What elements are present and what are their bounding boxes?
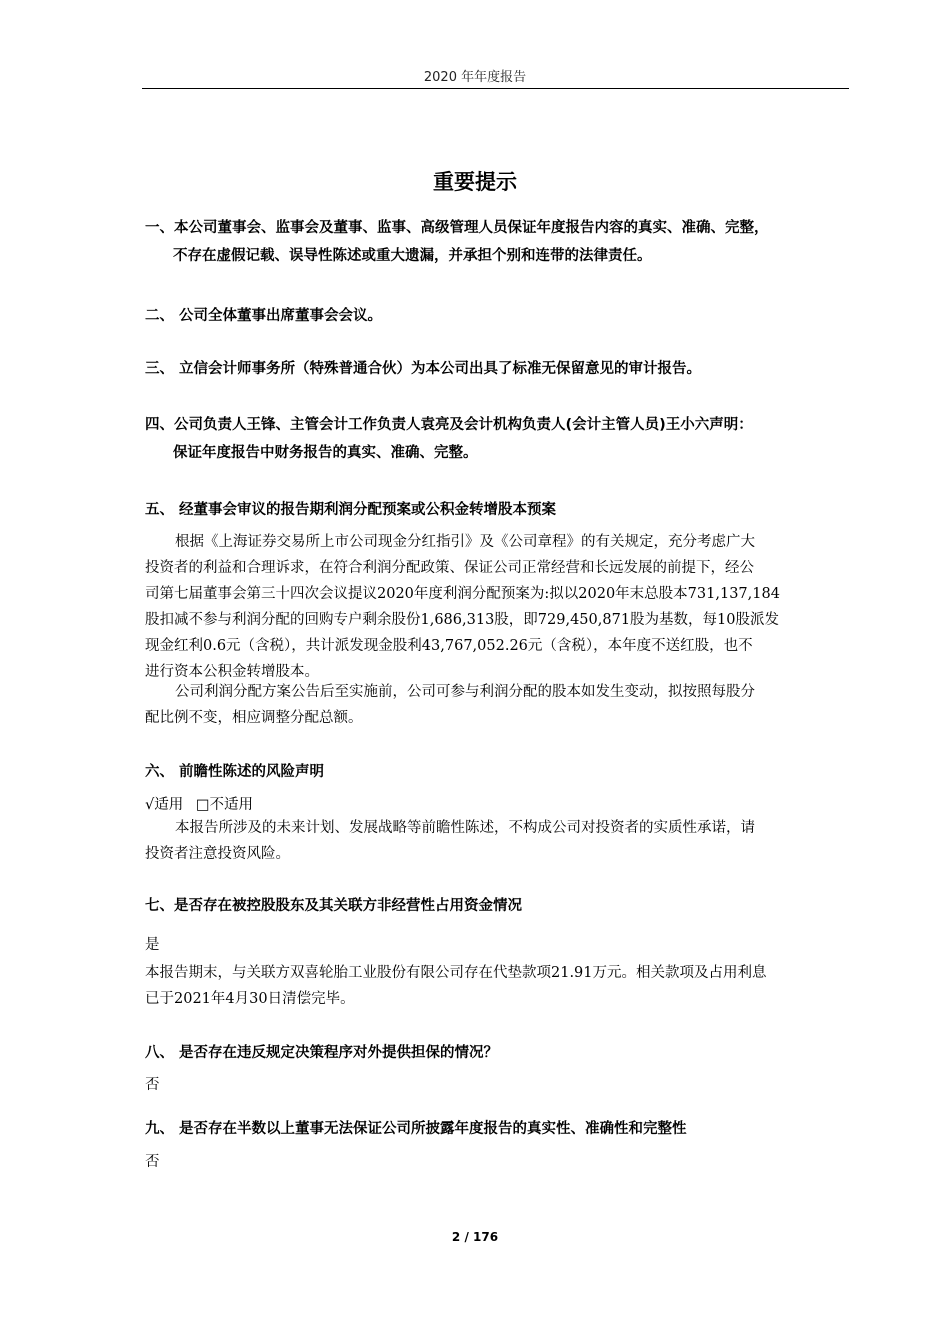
paragraph-line: 进行资本公积金转增股本。 — [145, 664, 319, 680]
paragraph-line: 本报告期末，与关联方双喜轮胎工业股份有限公司存在代垫款项21.91万元。相关款项及占用利息 — [145, 965, 767, 981]
section-6-heading-text: 六、 前瞻性陈述的风险声明 — [145, 764, 325, 780]
section-9-heading-text: 九、 是否存在半数以上董事无法保证公司所披露年度报告的真实性、准确性和完整性 — [145, 1121, 687, 1137]
section-8-heading — [145, 1039, 850, 1067]
not-applicable-checkbox: □不适用 — [195, 797, 254, 813]
section-5-heading — [145, 496, 850, 524]
paragraph-line: 现金红利0.6元（含税），共计派发现金股利43,767,052.26元（含税），本年度不送红股，也不 — [145, 638, 753, 654]
applicable-checkbox: √适用 — [145, 797, 184, 813]
paragraph-line: 本报告所涉及的未来计划、发展战略等前瞻性陈述，不构成公司对投资者的实质性承诺，请 — [175, 820, 755, 836]
section-7-answer — [145, 932, 850, 958]
section-4-line-2: 保证年度报告中财务报告的真实、准确、完整。 — [173, 445, 478, 461]
paragraph-line: 投资者注意投资风险。 — [145, 846, 290, 862]
section-1-line-1: 一、本公司董事会、监事会及董事、监事、高级管理人员保证年度报告内容的真实、准确、完整， — [145, 220, 769, 236]
section-7-heading-text: 七、是否存在被控股股东及其关联方非经营性占用资金情况 — [145, 898, 522, 914]
section-4-line-1: 四、公司负责人王锋、主管会计工作负责人袁亮及会计机构负责人(会计主管人员)王小六声明： — [145, 417, 753, 433]
header-divider — [142, 88, 849, 89]
paragraph-line: 公司利润分配方案公告后至实施前，公司可参与利润分配的股本如发生变动，拟按照每股分 — [175, 684, 755, 700]
section-6-heading — [145, 758, 850, 786]
paragraph-line: 配比例不变，相应调整分配总额。 — [145, 710, 363, 726]
page-title: 重要提示 — [433, 170, 517, 194]
paragraph-line: 已于2021年4月30日清偿完毕。 — [145, 991, 355, 1007]
section-9-answer — [145, 1149, 850, 1175]
section-3 — [145, 355, 850, 383]
paragraph-line: 根据《上海证券交易所上市公司现金分红指引》及《公司章程》的有关规定，充分考虑广大 — [175, 534, 755, 550]
paragraph-line: 司第七届董事会第三十四次会议提议2020年度利润分配预案为:拟以2020年末总股本731,137,184 — [145, 586, 780, 602]
section-9-heading — [145, 1115, 850, 1143]
section-5-paragraph-2 — [145, 679, 850, 731]
section-7-paragraph — [145, 960, 850, 1012]
answer-text: 否 — [145, 1154, 160, 1170]
running-header: 2020 年年度报告 — [423, 70, 527, 85]
paragraph-line: 投资者的利益和合理诉求，在符合利润分配政策、保证公司正常经营和长远发展的前提下，经公 — [145, 560, 754, 576]
section-2 — [145, 302, 850, 330]
section-4 — [145, 411, 850, 467]
section-1-line-2: 不存在虚假记载、误导性陈述或重大遗漏，并承担个别和连带的法律责任。 — [173, 248, 652, 264]
section-8-heading-text: 八、 是否存在违反规定决策程序对外提供担保的情况？ — [145, 1045, 499, 1061]
section-7-heading — [145, 892, 850, 920]
answer-text: 否 — [145, 1077, 160, 1093]
paragraph-line: 股扣减不参与利润分配的回购专户剩余股份1,686,313股，即729,450,871股为基数，每10股派发 — [145, 612, 779, 628]
section-5-paragraph-1 — [145, 529, 850, 685]
section-3-line-1: 三、 立信会计师事务所（特殊普通合伙）为本公司出具了标准无保留意见的审计报告。 — [145, 361, 702, 377]
section-5-heading-text: 五、 经董事会审议的报告期利润分配预案或公积金转增股本预案 — [145, 502, 557, 518]
section-2-line-1: 二、 公司全体董事出席董事会会议。 — [145, 308, 383, 324]
page-number: 2 / 176 — [451, 1230, 499, 1244]
section-1 — [145, 214, 850, 270]
answer-text: 是 — [145, 937, 160, 953]
section-6-paragraph — [145, 815, 850, 867]
section-8-answer — [145, 1072, 850, 1098]
